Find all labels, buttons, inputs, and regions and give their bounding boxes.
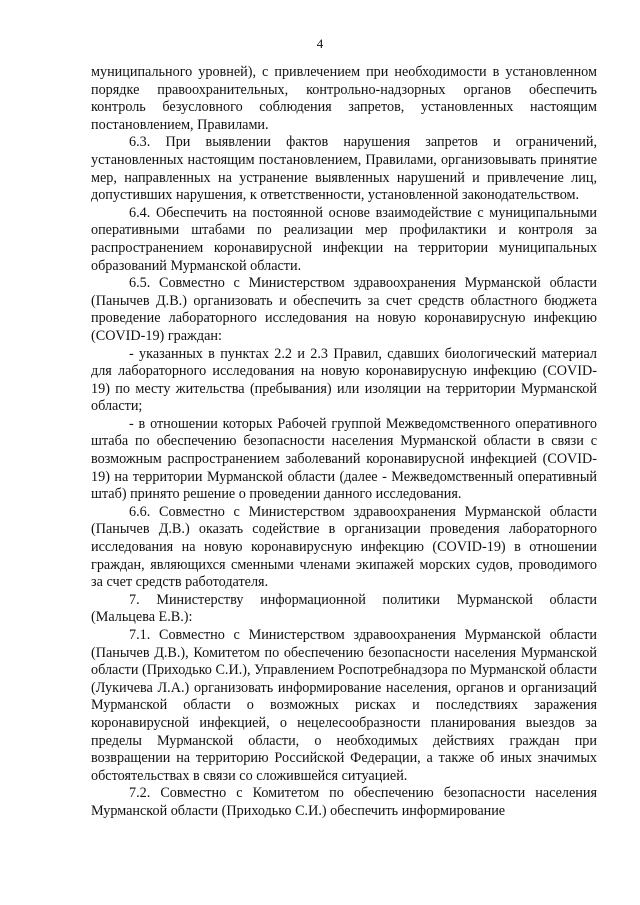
paragraph-6-6: 6.6. Совместно с Министерством здравоохранения Мурманской области (Панычев Д.В.) оказать содействие в организации проведения лабораторного исследования на новую коронавирусную инфекцию (COVID-19) в отношении граждан, являющихся сменными членами экипажей морских судов, проводимого за счет средств работодателя. xyxy=(91,503,597,591)
document-body xyxy=(91,64,597,821)
paragraph-7-2: 7.2. Совместно с Комитетом по обеспечению безопасности населения Мурманской области (Приходько С.И.) обеспечить информирование xyxy=(91,785,597,819)
paragraph-6-5: 6.5. Совместно с Министерством здравоохранения Мурманской области (Панычев Д.В.) организовать и обеспечить за счет средств областного бюджета проведение лабораторного исследования на новую коронавирусную инфекцию (COVID-19) граждан: xyxy=(91,275,597,344)
page-number: 4 xyxy=(316,36,324,51)
paragraph-6-5-item-2: - в отношении которых Рабочей группой Межведомственного оперативного штаба по обеспечению безопасности населения Мурманской области в связи с возможным распространением заболеваний коронавирусной инфекцией (COVID-19) на территории Мурманской области (далее - Межведомственный оперативный штаб) принято решение о проведении данного исследования. xyxy=(91,415,597,503)
paragraph-7-1: 7.1. Совместно с Министерством здравоохранения Мурманской области (Панычев Д.В.), Комитетом по обеспечению безопасности населения Мурманской области (Приходько С.И.), Управлением Роспотребнадзора по Мурманской области (Лукичева Л.А.) организовать информирование населения, органов и организаций Мурманской области о возможных рисках и последствиях заражения коронавирусной инфекцией, о нецелесообразности планирования выездов за пределы Мурманской области, о необходимых действиях граждан при возвращении на территорию Российской Федерации, а также об иных значимых обстоятельствах в связи со сложившейся ситуацией. xyxy=(91,627,597,784)
paragraph-7: 7. Министерству информационной политики Мурманской области (Мальцева Е.В.): xyxy=(91,591,597,626)
paragraph-6-3: 6.3. При выявлении фактов нарушения запретов и ограничений, установленных настоящим постановлением, Правилами, организовывать принятие мер, направленных на устранение выявленных нарушений и привлечение лиц, допустивших нарушения, к ответственности, установленной законодательством. xyxy=(91,134,597,204)
paragraph-continuation: муниципального уровней), с привлечением при необходимости в установленном порядке правоохранительных, контрольно-надзорных органов обеспечить контроль безусловного соблюдения запретов, установленных настоящим постановлением, Правилами. xyxy=(91,64,597,133)
paragraph-6-5-item-1: - указанных в пунктах 2.2 и 2.3 Правил, сдавших биологический материал для лабораторного исследования на новую коронавирусную инфекцию (COVID-19) по месту жительства (пребывания) или изоляции на территории Мурманской области; xyxy=(91,345,597,415)
paragraph-6-4: 6.4. Обеспечить на постоянной основе взаимодействие с муниципальными оперативными штабами по реализации мер профилактики и контроля за распространением коронавирусной инфекции на территории муниципальных образований Мурманской области. xyxy=(91,204,597,274)
